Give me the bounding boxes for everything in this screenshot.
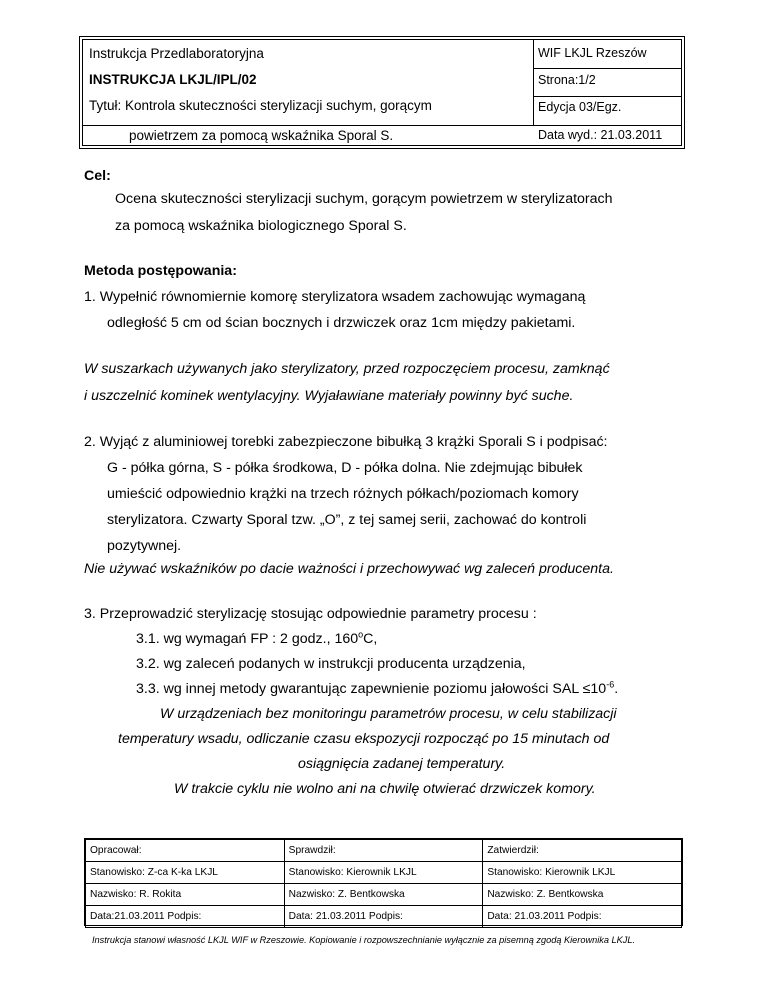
note2: Nie używać wskaźników po dacie ważności i przechowywać wg zaleceń producenta. xyxy=(84,561,614,577)
doc-code: INSTRUKCJA LKJL/IPL/02 xyxy=(89,72,257,87)
step3-3-text: 3.3. wg innej metody gwarantując zapewnienie poziomu jałowości SAL ≤10 xyxy=(136,681,607,697)
sig-cell: Nazwisko: R. Rokita xyxy=(86,884,285,906)
sig-cell: Stanowisko: Z-ca K-ka LKJL xyxy=(86,862,285,884)
sig-cell: Sprawdził: xyxy=(284,840,483,862)
signature-table xyxy=(84,838,683,926)
doc-title-line2: powietrzem za pomocą wskaźnika Sporal S. xyxy=(129,128,394,143)
table-row xyxy=(86,862,682,884)
doc-type: Instrukcja Przedlaboratoryjna xyxy=(89,46,264,61)
note3-line1: W urządzeniach bez monitoringu parametrów procesu, w celu stabilizacji xyxy=(160,706,617,722)
step3: 3. Przeprowadzić sterylizację stosując odpowiednie parametry procesu : xyxy=(84,606,537,622)
note1-line2: i uszczelnić kominek wentylacyjny. Wyjaławiane materiały powinny być suche. xyxy=(84,388,574,404)
header-inner-frame xyxy=(82,39,682,146)
step1-line1: 1. Wypełnić równomiernie komorę sterylizatora wsadem zachowując wymaganą xyxy=(84,289,586,305)
step3-3-end: . xyxy=(614,681,619,697)
sig-cell: Stanowisko: Kierownik LKJL xyxy=(483,862,682,884)
degree-sup: o xyxy=(358,629,364,640)
method-heading: Metoda postępowania: xyxy=(84,263,237,279)
footer-note: Instrukcja stanowi własność LKJL WIF w Rzeszowie. Kopiowanie i rozpowszechnianie wyłącznie za pisemną zgodą Kierownika LKJL. xyxy=(92,935,635,945)
header-rule xyxy=(533,68,681,69)
table-row xyxy=(86,840,682,862)
edition: Edycja 03/Egz. xyxy=(538,100,622,114)
sig-cell: Stanowisko: Kierownik LKJL xyxy=(284,862,483,884)
doc-title-line1: Tytuł: Kontrola skuteczności sterylizacji suchym, gorącym xyxy=(89,98,432,113)
goal-text-line1: Ocena skuteczności sterylizacji suchym, gorącym powietrzem w sterylizatorach xyxy=(115,191,613,207)
step2-line1: 2. Wyjąć z aluminiowej torebki zabezpieczone bibułką 3 krążki Sporali S i podpisać: xyxy=(84,434,608,450)
step3-3 xyxy=(136,680,618,698)
goal-heading: Cel: xyxy=(84,168,111,184)
table-row xyxy=(86,906,682,928)
step1-line2: odległość 5 cm od ścian bocznych i drzwiczek oraz 1cm między pakietami. xyxy=(107,315,576,331)
sig-cell: Data: 21.03.2011 Podpis: xyxy=(284,906,483,928)
sig-cell: Data: 21.03.2011 Podpis: xyxy=(483,906,682,928)
issue-date: Data wyd.: 21.03.2011 xyxy=(538,128,663,142)
sig-cell: Opracował: xyxy=(86,840,285,862)
sig-cell: Data:21.03.2011 Podpis: xyxy=(86,906,285,928)
org-name: WIF LKJL Rzeszów xyxy=(538,46,647,60)
sig-cell: Nazwisko: Z. Bentkowska xyxy=(483,884,682,906)
sig-cell: Nazwisko: Z. Bentkowska xyxy=(284,884,483,906)
step2-line2: G - półka górna, S - półka środkowa, D - półka dolna. Nie zdejmując bibułek xyxy=(107,460,583,476)
document-header xyxy=(79,36,685,149)
sig-cell: Zatwierdził: xyxy=(483,840,682,862)
goal-text-line2: za pomocą wskaźnika biologicznego Sporal S. xyxy=(115,218,407,234)
step3-1 xyxy=(136,630,377,648)
page-number: Strona:1/2 xyxy=(538,73,596,87)
header-divider xyxy=(533,40,534,125)
step2-line5: pozytywnej. xyxy=(107,538,182,554)
step3-2: 3.2. wg zaleceń podanych w instrukcji producenta urządzenia, xyxy=(136,656,526,672)
step3-1-text: 3.1. wg wymagań FP : 2 godz., 160 xyxy=(136,631,359,647)
note4: W trakcie cyklu nie wolno ani na chwilę otwierać drzwiczek komory. xyxy=(174,781,596,797)
note3-line3: osiągnięcia zadanej temperatury. xyxy=(298,756,506,772)
step2-line3: umieścić odpowiednio krążki na trzech różnych półkach/poziomach komory xyxy=(107,486,579,502)
header-rule xyxy=(533,96,681,97)
step3-1-unit: C, xyxy=(363,631,378,647)
header-rule xyxy=(83,125,681,126)
exponent-sup: -6 xyxy=(606,679,615,690)
step2-line4: sterylizatora. Czwarty Sporal tzw. „O”, z tej samej serii, zachować do kontroli xyxy=(107,512,587,528)
note1-line1: W suszarkach używanych jako sterylizatory, przed rozpoczęciem procesu, zamknąć xyxy=(84,361,610,377)
note3-line2: temperatury wsadu, odliczanie czasu ekspozycji rozpocząć po 15 minutach od xyxy=(118,731,610,747)
table-row xyxy=(86,884,682,906)
